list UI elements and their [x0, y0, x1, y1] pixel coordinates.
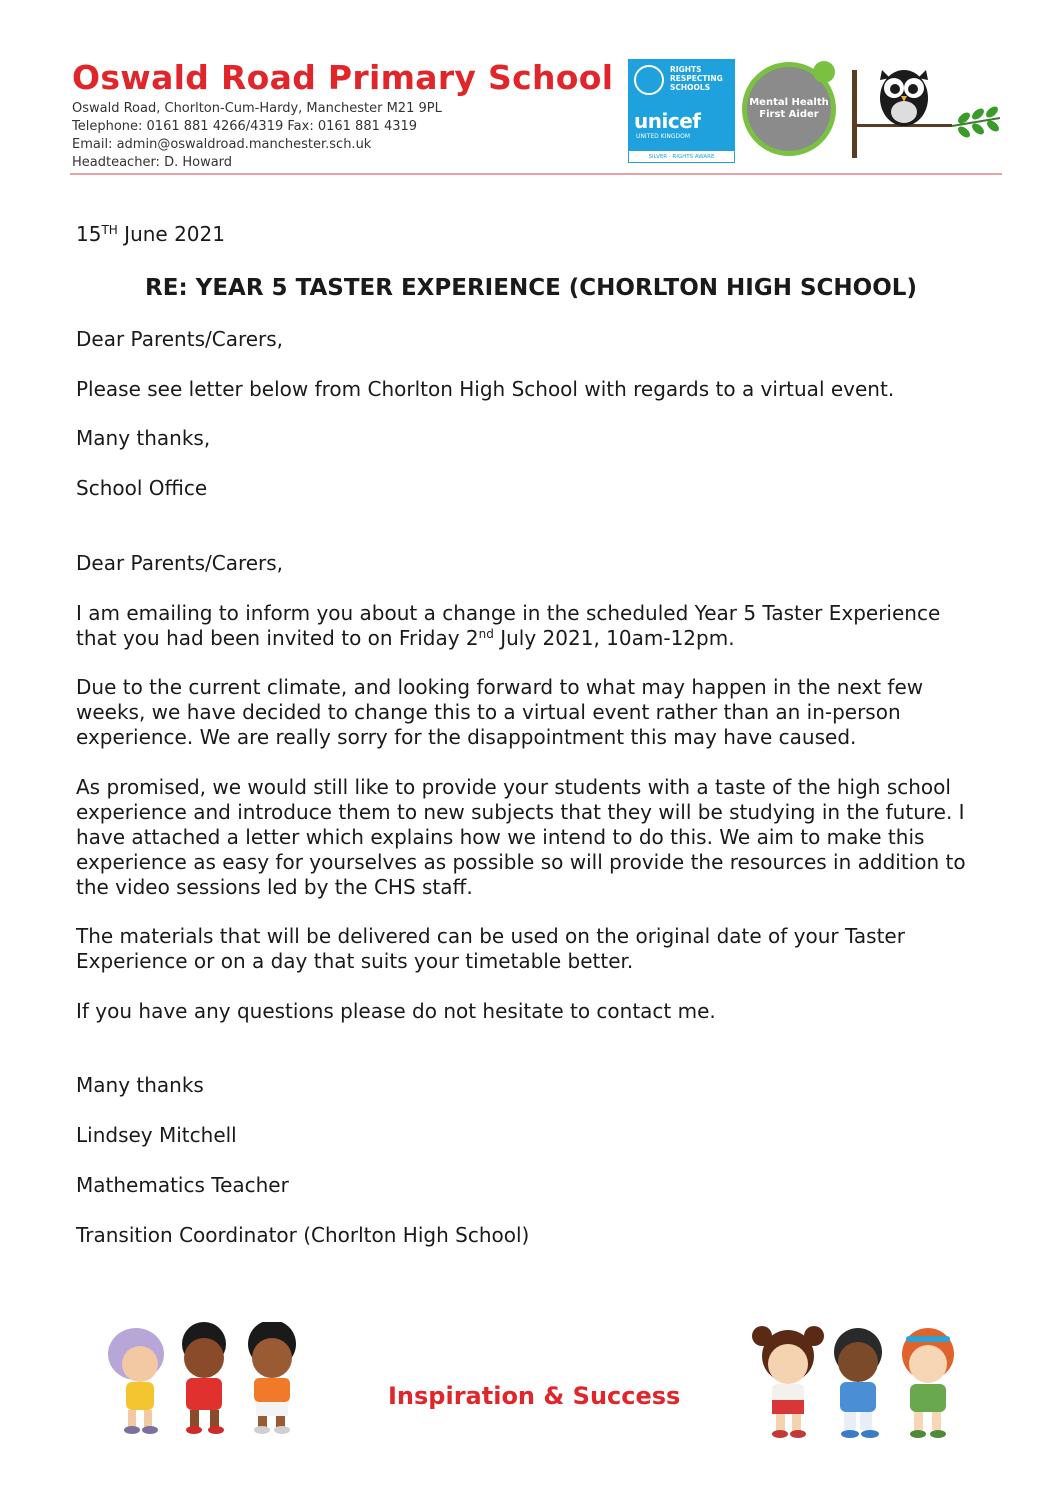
- children-illustration-right: [748, 1322, 968, 1447]
- paragraph-change-notice: I am emailing to inform you about a change in the scheduled Year 5 Taster Experience that you had been invited to on Friday 2nd July 2021, 10am-12pm.: [76, 601, 941, 650]
- letter-date: [76, 222, 986, 247]
- signer-role-secondary: Transition Coordinator (Chorlton High School): [76, 1223, 530, 1247]
- school-name: Oswald Road Primary School: [72, 58, 614, 97]
- unicef-logo-icon: [634, 65, 664, 95]
- date-rest: June 2021: [117, 222, 225, 246]
- intro-paragraph: Please see letter below from Chorlton High School with regards to a virtual event.: [76, 377, 895, 401]
- address-line: Oswald Road, Chorlton-Cum-Hardy, Manchester M21 9PL: [72, 101, 442, 116]
- signer-role: Mathematics Teacher: [76, 1173, 289, 1197]
- children-illustration-left: [96, 1322, 311, 1442]
- salutation: Dear Parents/Carers,: [76, 327, 284, 351]
- salutation: Dear Parents/Carers,: [76, 551, 284, 575]
- paragraph-climate: Due to the current climate, and looking forward to what may happen in the next few weeks, we have decided to change this to a virtual event rather than an in-person experience. We are really sorry for the disappointment this may have caused.: [76, 675, 924, 749]
- mental-health-label: Mental Health First Aider: [749, 97, 829, 120]
- unicef-country-label: UNITED KINGDOM: [636, 133, 690, 140]
- letterhead: [70, 56, 1005, 178]
- rights-respecting-label: RIGHTS RESPECTING SCHOOLS: [670, 65, 723, 92]
- date-suffix: TH: [101, 223, 118, 237]
- signoff: Many thanks: [76, 1073, 204, 1097]
- unicef-label: unicef: [634, 109, 701, 133]
- school-motto: Inspiration & Success: [388, 1382, 681, 1410]
- leaf-icon: [813, 61, 835, 83]
- school-address: [72, 100, 442, 172]
- leaves-icon: [950, 104, 1002, 144]
- letter-title: RE: YEAR 5 TASTER EXPERIENCE (CHORLTON HIGH SCHOOL): [145, 275, 917, 301]
- date-day: 15: [76, 222, 102, 246]
- branch-icon: [852, 70, 857, 158]
- owl-icon: [874, 62, 934, 128]
- paragraph-materials: The materials that will be delivered can be used on the original date of your Taster Experience or on a day that suits your timetable better.: [76, 924, 905, 973]
- owl-on-branch-logo: [850, 62, 1002, 166]
- unicef-award-label: SILVER · RIGHTS AWARE: [628, 150, 735, 163]
- paragraph-questions: If you have any questions please do not hesitate to contact me.: [76, 999, 716, 1023]
- header-divider: [70, 173, 1002, 175]
- unicef-rights-respecting-badge: [628, 59, 735, 163]
- thanks-line: Many thanks,: [76, 426, 211, 450]
- mental-health-first-aider-badge: [742, 62, 836, 156]
- headteacher-line: Headteacher: D. Howard: [72, 155, 233, 170]
- paragraph-promise: As promised, we would still like to provide your students with a taste of the high school experience and introduce them to new subjects that they will be studying in the future. I have attached a letter which explains how we intend to do this. We aim to make this experience as easy for yourselves as possible so will provide the resources in addition to the video sessions led by the CHS staff.: [76, 775, 966, 899]
- email-line: Email: admin@oswaldroad.manchester.sch.uk: [72, 137, 372, 152]
- signer-name: Lindsey Mitchell: [76, 1123, 237, 1147]
- telephone-line: Telephone: 0161 881 4266/4319 Fax: 0161 881 4319: [72, 119, 418, 134]
- sender-line: School Office: [76, 476, 208, 500]
